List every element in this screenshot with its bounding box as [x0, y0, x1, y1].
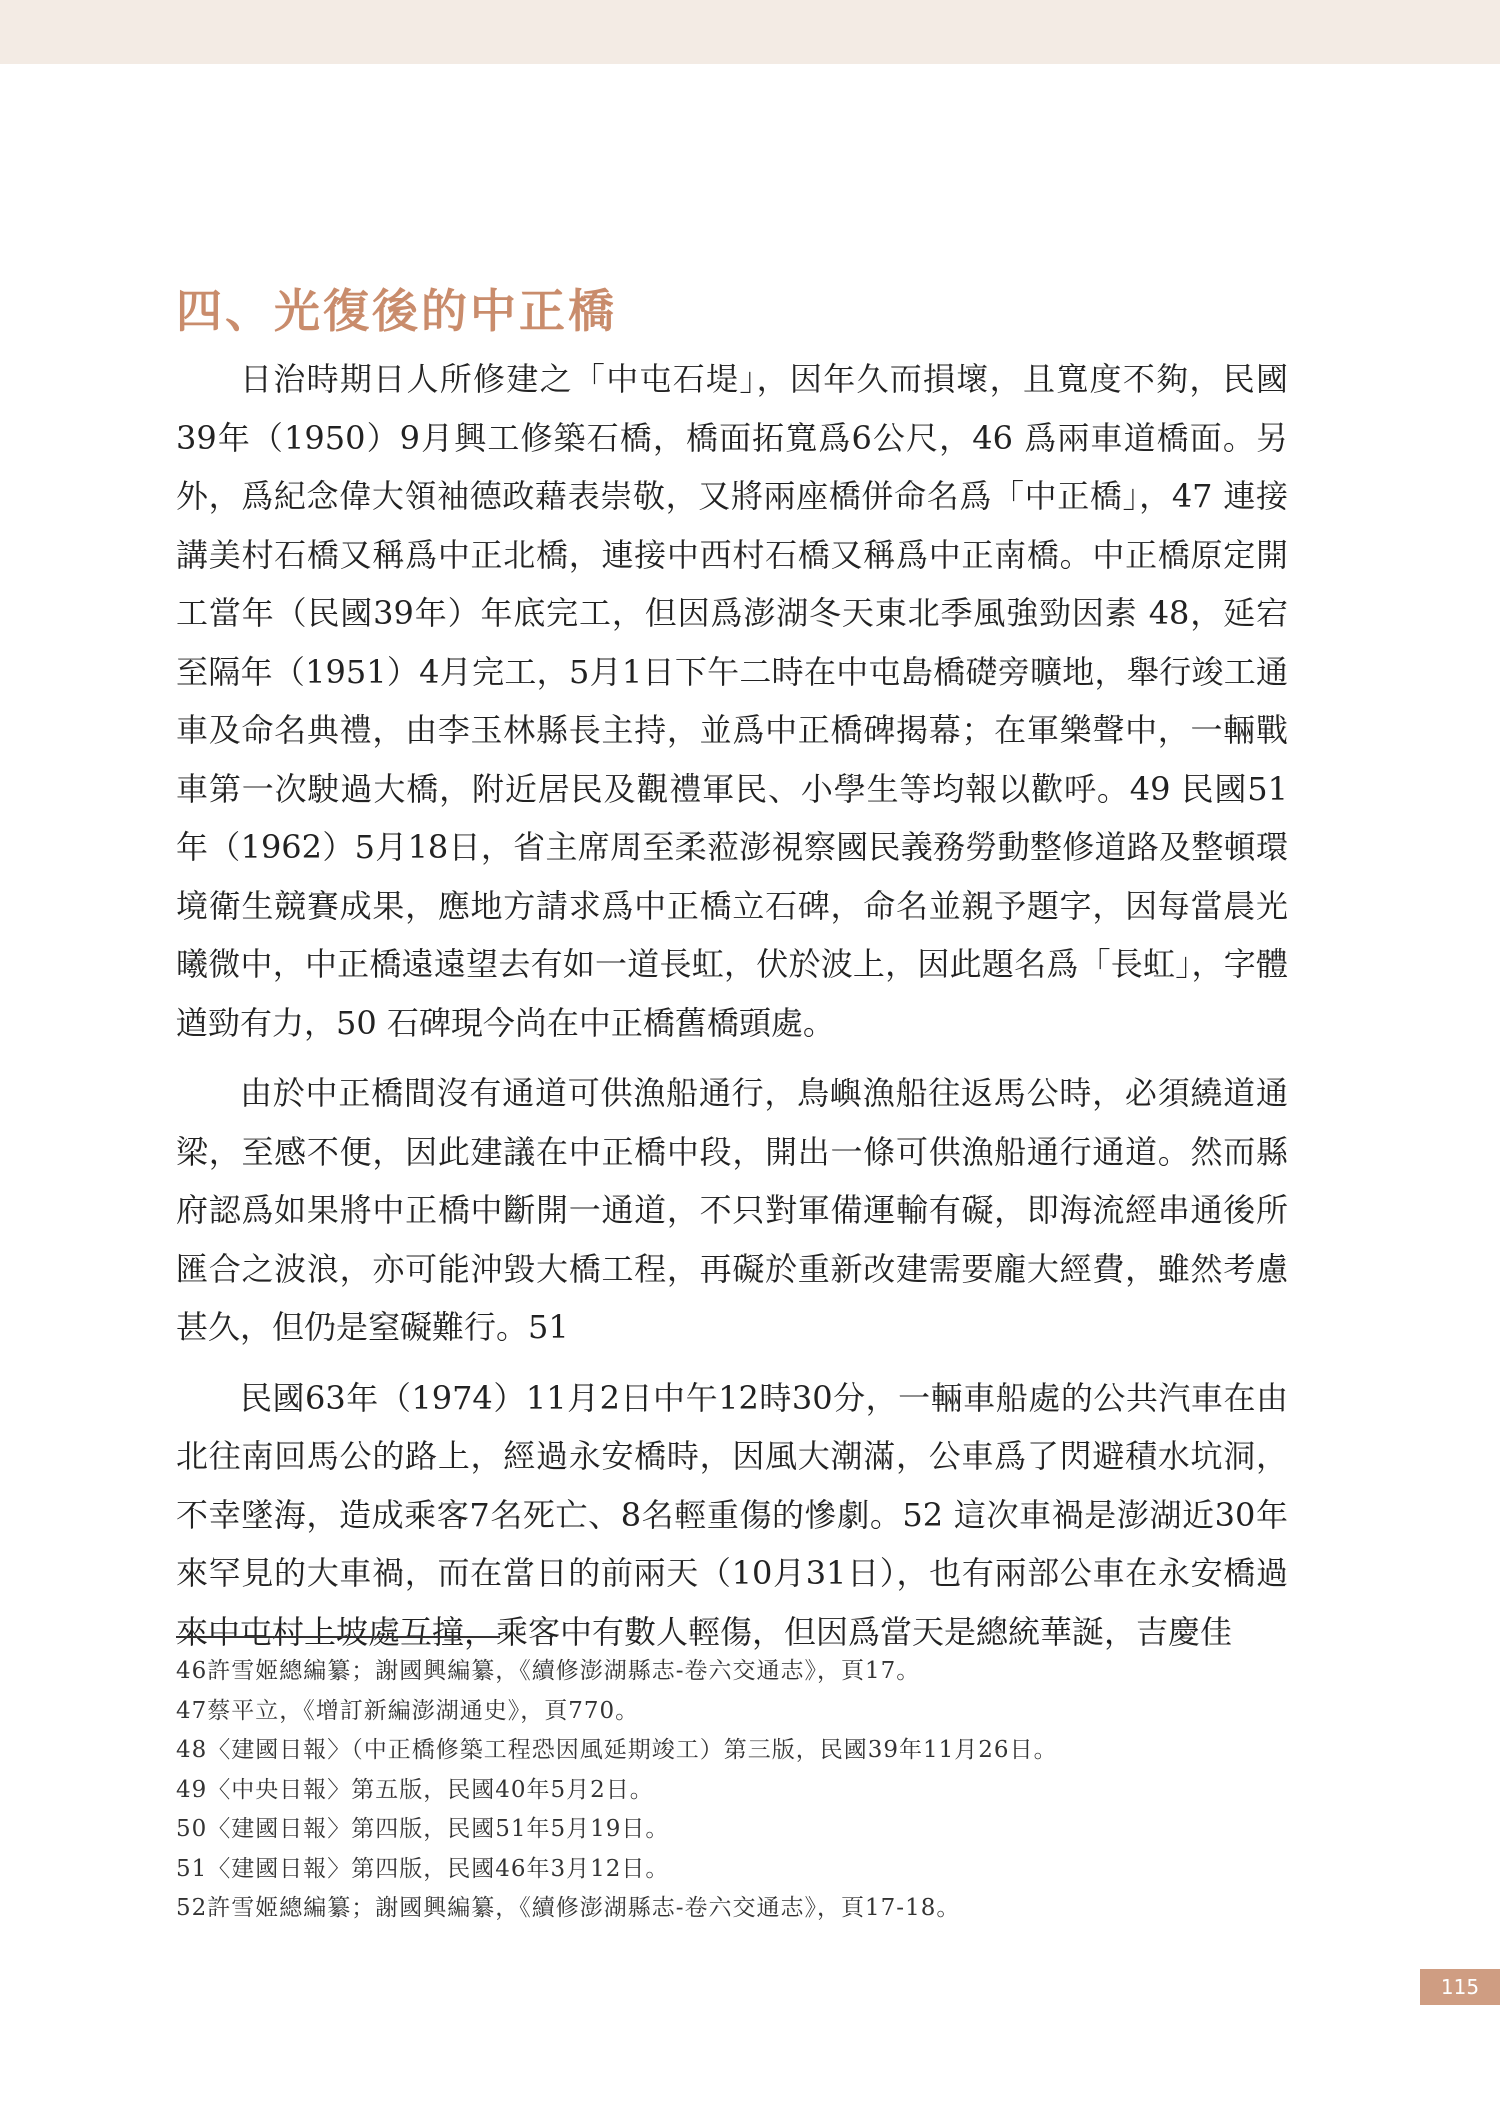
- footnote-50: 50〈建國日報〉第四版，民國51年5月19日。: [176, 1816, 670, 1842]
- footnote-48: 48〈建國日報〉（中正橋修築工程恐因風延期竣工）第三版，民國39年11月26日。: [176, 1737, 1058, 1763]
- footnote-47: 47蔡平立，《增訂新編澎湖通史》，頁770。: [176, 1697, 640, 1724]
- paragraph-1: 日治時期日人所修建之「中屯石堤」，因年久而損壞，且寬度不夠，民國39年（1950）9月興工修築石橋，橋面拓寬爲6公尺，46 爲兩車道橋面。另外，爲紀念偉大領袖德政藉表崇敬，又將兩座橋併命名爲「中正橋」，47 連接講美村石橋又稱爲中正北橋，連接中西村石橋又稱爲中正南橋。中正橋原定開工當年（民國39年）年底完工，但因爲澎湖冬天東北季風強勁因素 48，延宕至隔年（1951）4月完工，5月1日下午二時在中屯島橋礎旁曠地，舉行竣工通車及命名典禮，由李玉林縣長主持，並爲中正橋碑揭幕；在軍樂聲中，一輛戰車第一次駛過大橋，附近居民及觀禮軍民、小學生等均報以歡呼。49 民國51年（1962）5月18日，省主席周至柔蒞澎視察國民義務勞動整修道路及整頓環境衛生競賽成果，應地方請求爲中正橋立石碑，命名並親予題字，因每當晨光曦微中，中正橋遠遠望去有如一道長虹，伏於波上，因此題名爲「長虹」，字體遒勁有力，50 石碑現今尚在中正橋舊橋頭處。: [176, 360, 1288, 1042]
- body-text: [176, 350, 1288, 1673]
- footnote-51: 51〈建國日報〉第四版，民國46年3月12日。: [176, 1855, 670, 1882]
- top-color-band: [0, 0, 1500, 64]
- footnote-52: 52許雪姬總編纂；謝國興編纂，《續修澎湖縣志-卷六交通志》，頁17-18。: [176, 1895, 961, 1921]
- section-heading: 四、光復後的中正橋: [176, 284, 617, 338]
- footnote-divider: [176, 1636, 500, 1638]
- footnote-46: 46許雪姬總編纂；謝國興編纂，《續修澎湖縣志-卷六交通志》，頁17。: [176, 1658, 921, 1684]
- paragraph-3: 民國63年（1974）11月2日中午12時30分，一輛車船處的公共汽車在由北往南回馬公的路上，經過永安橋時，因風大潮滿，公車爲了閃避積水坑洞，不幸墜海，造成乘客7名死亡、8名輕重傷的慘劇。52 這次車禍是澎湖近30年來罕見的大車禍，而在當日的前兩天（10月31日），也有兩部公車在永安橋過來中屯村上坡處互撞，乘客中有數人輕傷，但因爲當天是總統華誕，吉慶佳: [176, 1378, 1288, 1651]
- page-number: 115: [1420, 1969, 1500, 2005]
- paragraph-2: 由於中正橋間沒有通道可供漁船通行，鳥嶼漁船往返馬公時，必須繞道通梁，至感不便，因此建議在中正橋中段，開出一條可供漁船通行通道。然而縣府認爲如果將中正橋中斷開一通道，不只對軍備運輸有礙，即海流經串通後所匯合之波浪，亦可能沖毀大橋工程，再礙於重新改建需要龐大經費，雖然考慮甚久，但仍是窒礙難行。51: [176, 1074, 1288, 1346]
- footnotes: [176, 1652, 1288, 1929]
- footnote-49: 49〈中央日報〉第五版，民國40年5月2日。: [176, 1776, 654, 1803]
